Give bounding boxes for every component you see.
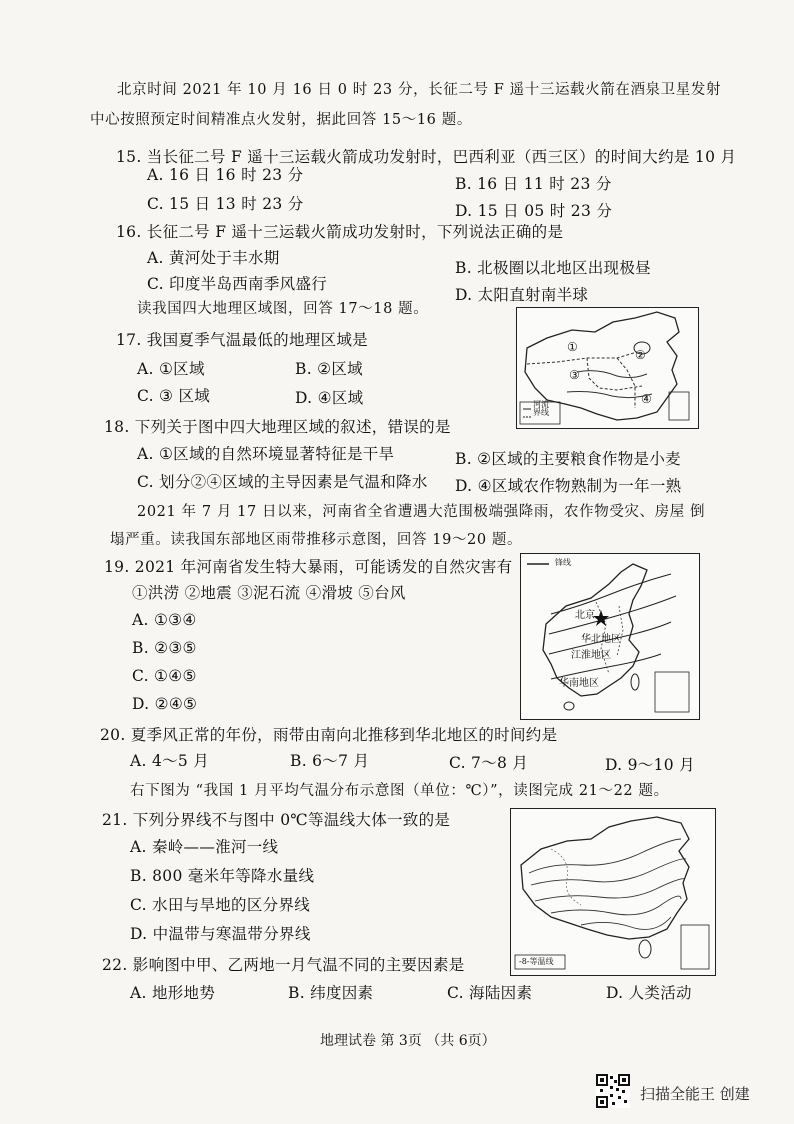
q20-option-c: C. 7～8 月: [449, 754, 529, 772]
intro-text-1-cont: 中心按照预定时间精准点火发射，据此回答 15～16 题。: [90, 112, 472, 128]
q21-option-b: B. 800 毫米年等降水量线: [130, 867, 315, 885]
q15-option-d: D. 15 日 05 时 23 分: [455, 202, 613, 220]
map2-label-huabei: 华北地区: [581, 634, 621, 645]
question-16-stem: 16. 长征二号 F 遥十三运载火箭成功发射时，下列说法正确的是: [116, 223, 564, 241]
q17-option-c: C. ③ 区域: [137, 387, 211, 405]
map1-region-4: ④: [641, 392, 652, 406]
map1-legend-border: 界线: [533, 408, 549, 417]
q19-option-list: ①洪涝 ②地震 ③泥石流 ④滑坡 ⑤台风: [132, 584, 406, 602]
question-18-stem: 18. 下列关于图中四大地理区域的叙述，错误的是: [104, 418, 451, 436]
q19-option-a: A. ①③④: [132, 611, 197, 629]
q15-option-b: B. 16 日 11 时 23 分: [455, 175, 612, 193]
q20-option-b: B. 6～7 月: [290, 752, 370, 770]
q17-option-b: B. ②区域: [295, 360, 363, 378]
q15-option-c: C. 15 日 13 时 23 分: [147, 195, 304, 213]
january-temperature-map-graphic: [511, 809, 715, 975]
q18-option-c: C. 划分②④区域的主导因素是气温和降水: [137, 473, 428, 491]
q19-option-d: D. ②④⑤: [132, 695, 198, 713]
scanner-watermark: 扫描全能王 创建: [640, 1085, 750, 1103]
map1-legend-river: 河流: [533, 400, 549, 409]
intro-text-3: 2021 年 7 月 17 日以来，河南省全省遭遇大范围极端强降雨，农作物受灾、房屋 倒: [137, 504, 706, 520]
q16-option-d: D. 太阳直射南半球: [455, 286, 589, 304]
q17-option-a: A. ①区域: [137, 360, 205, 378]
page-footer: 地理试卷 第 3页 （共 6页）: [320, 1033, 496, 1049]
q20-option-d: D. 9～10 月: [605, 756, 695, 774]
question-17-stem: 17. 我国夏季气温最低的地理区域是: [116, 331, 368, 349]
q17-option-d: D. ④区域: [295, 389, 364, 407]
q22-option-d: D. 人类活动: [606, 984, 692, 1002]
q19-option-b: B. ②③⑤: [132, 639, 197, 657]
q15-option-a: A. 16 日 16 时 23 分: [147, 166, 304, 184]
q16-option-c: C. 印度半岛西南季风盛行: [147, 275, 328, 293]
map1-region-2: ②: [635, 348, 646, 362]
q22-option-c: C. 海陆因素: [447, 984, 533, 1002]
map2-label-beijing: 北京: [575, 610, 595, 621]
map1-region-3: ③: [569, 368, 580, 382]
intro-text-3-cont: 塌严重。读我国东部地区雨带推移示意图，回答 19～20 题。: [110, 532, 523, 548]
qr-code-icon: [596, 1074, 630, 1108]
q16-option-a: A. 黄河处于丰水期: [147, 249, 280, 267]
four-regions-map: [516, 307, 699, 429]
q18-option-a: A. ①区域的自然环境显著特征是干旱: [137, 445, 395, 463]
intro-text-4: 右下图为 “我国 1 月平均气温分布示意图（单位：℃）”，读图完成 21～22 题。: [130, 783, 669, 799]
map2-label-jianghuai: 江淮地区: [571, 650, 611, 661]
q20-option-a: A. 4～5 月: [130, 752, 210, 770]
january-temperature-map: [510, 808, 716, 976]
map2-legend-front: 锋线: [555, 558, 571, 567]
q18-option-b: B. ②区域的主要粮食作物是小麦: [455, 450, 681, 468]
question-21-stem: 21. 下列分界线不与图中 0℃等温线大体一致的是: [102, 811, 451, 829]
map3-legend-isotherm: -8-等温线: [519, 957, 554, 966]
q19-option-c: C. ①④⑤: [132, 667, 197, 685]
rain-belt-map: [520, 553, 700, 720]
q22-option-a: A. 地形地势: [130, 984, 216, 1002]
q21-option-a: A. 秦岭——淮河一线: [130, 838, 279, 856]
question-19-stem: 19. 2021 年河南省发生特大暴雨，可能诱发的自然灾害有: [104, 558, 513, 576]
question-15-stem: 15. 当长征二号 F 遥十三运载火箭成功发射时，巴西利亚（西三区）的时间大约是 10 月: [116, 148, 737, 166]
map2-label-huanan: 华南地区: [559, 678, 599, 689]
q18-option-d: D. ④区域农作物熟制为一年一熟: [455, 477, 682, 495]
q22-option-b: B. 纬度因素: [288, 984, 374, 1002]
q21-option-c: C. 水田与旱地的区分界线: [130, 896, 311, 914]
map1-region-1: ①: [567, 340, 578, 354]
question-22-stem: 22. 影响图中甲、乙两地一月气温不同的主要因素是: [102, 956, 465, 974]
q16-option-b: B. 北极圈以北地区出现极昼: [455, 259, 651, 277]
intro-text-2: 读我国四大地理区域图，回答 17～18 题。: [137, 301, 429, 317]
q21-option-d: D. 中温带与寒温带分界线: [130, 925, 311, 943]
intro-text-1: 北京时间 2021 年 10 月 16 日 0 时 23 分，长征二号 F 遥十三运载火箭在酒泉卫星发射: [117, 82, 722, 98]
question-20-stem: 20. 夏季风正常的年份，雨带由南向北推移到华北地区的时间约是: [100, 726, 558, 744]
